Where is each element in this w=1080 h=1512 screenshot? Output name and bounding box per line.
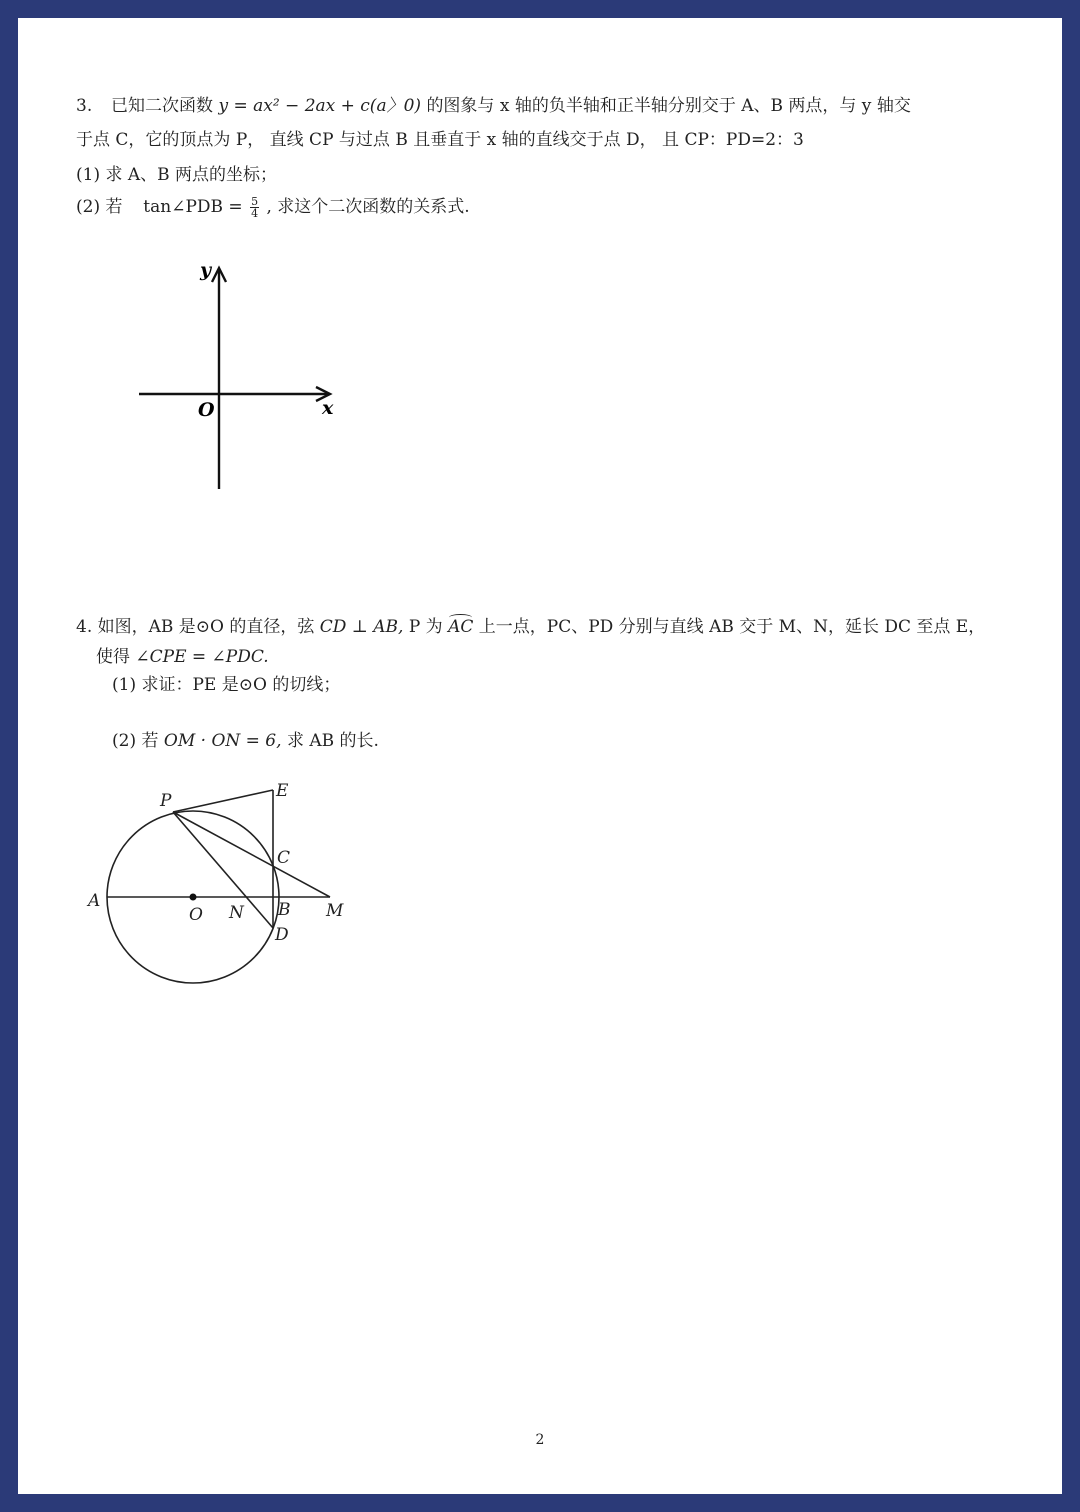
q3-tan-expr: tan∠PDB = <box>143 197 243 217</box>
x-axis-label: x <box>322 397 334 419</box>
q3-part-1: (1) 求 A、B 两点的坐标； <box>76 165 278 185</box>
q3-part-2-text: , 求这个二次函数的关系式. <box>266 197 470 217</box>
page-number: 2 <box>535 1432 545 1448</box>
q4-formula-2: ∠CPE = ∠PDC. <box>135 647 269 667</box>
center-point <box>190 894 197 901</box>
question-number: 3. <box>76 96 93 116</box>
label-o: O <box>189 905 203 925</box>
origin-label: O <box>198 399 215 421</box>
label-n: N <box>229 903 244 923</box>
q3-part-2-label: (2) 若 <box>76 197 123 217</box>
q4-line-2 <box>96 645 269 669</box>
arc-ac: AC <box>448 617 474 637</box>
line-pe <box>173 790 273 812</box>
document-page <box>18 18 1062 1494</box>
q4-part-2 <box>112 729 379 753</box>
q4-text-d: 使得 <box>96 647 130 667</box>
line-pm <box>173 812 330 897</box>
q3-coordinate-figure <box>128 254 368 494</box>
q3-line-1 <box>76 94 911 118</box>
label-p: P <box>160 791 172 811</box>
label-e: E <box>276 781 289 801</box>
q4-part-2-label: (2) 若 <box>112 731 159 751</box>
label-c: C <box>277 848 291 868</box>
q4-circle-figure <box>78 778 378 998</box>
label-d: D <box>275 925 289 945</box>
q4-formula-1: CD ⊥ AB, <box>319 617 404 637</box>
q3-line-2: 于点 C，它的顶点为 P， 直线 CP 与过点 B 且垂直于 x 轴的直线交于点 D， 且 CP：PD=2：3 <box>76 130 804 150</box>
fraction-denominator: 4 <box>251 207 259 220</box>
q4-part-1: (1) 求证：PE 是⊙O 的切线； <box>112 675 341 695</box>
q4-part-2-text: 求 AB 的长. <box>286 731 379 751</box>
q4-formula-3: OM · ON = 6, <box>163 731 282 751</box>
q4-line-1 <box>76 615 985 639</box>
q4-text-a: 4. 如图，AB 是⊙O 的直径，弦 <box>76 617 315 637</box>
q3-text-b: 的图象与 x 轴的负半轴和正半轴分别交于 A、B 两点，与 y 轴交 <box>426 96 911 116</box>
line-pd <box>173 812 273 928</box>
label-m: M <box>326 901 344 921</box>
fraction-numerator: 5 <box>251 195 259 208</box>
q3-formula: y = ax² − 2ax + c(a〉0) <box>218 96 422 116</box>
label-b: B <box>278 900 291 920</box>
fraction <box>250 196 259 219</box>
y-axis-label: y <box>200 259 212 281</box>
label-a: A <box>88 891 101 911</box>
q4-text-c: 上一点，PC、PD 分别与直线 AB 交于 M、N，延长 DC 至点 E， <box>478 617 986 637</box>
q4-text-b: P 为 <box>408 617 443 637</box>
q3-part-2 <box>76 195 470 219</box>
q3-text-a: 已知二次函数 <box>111 96 214 116</box>
